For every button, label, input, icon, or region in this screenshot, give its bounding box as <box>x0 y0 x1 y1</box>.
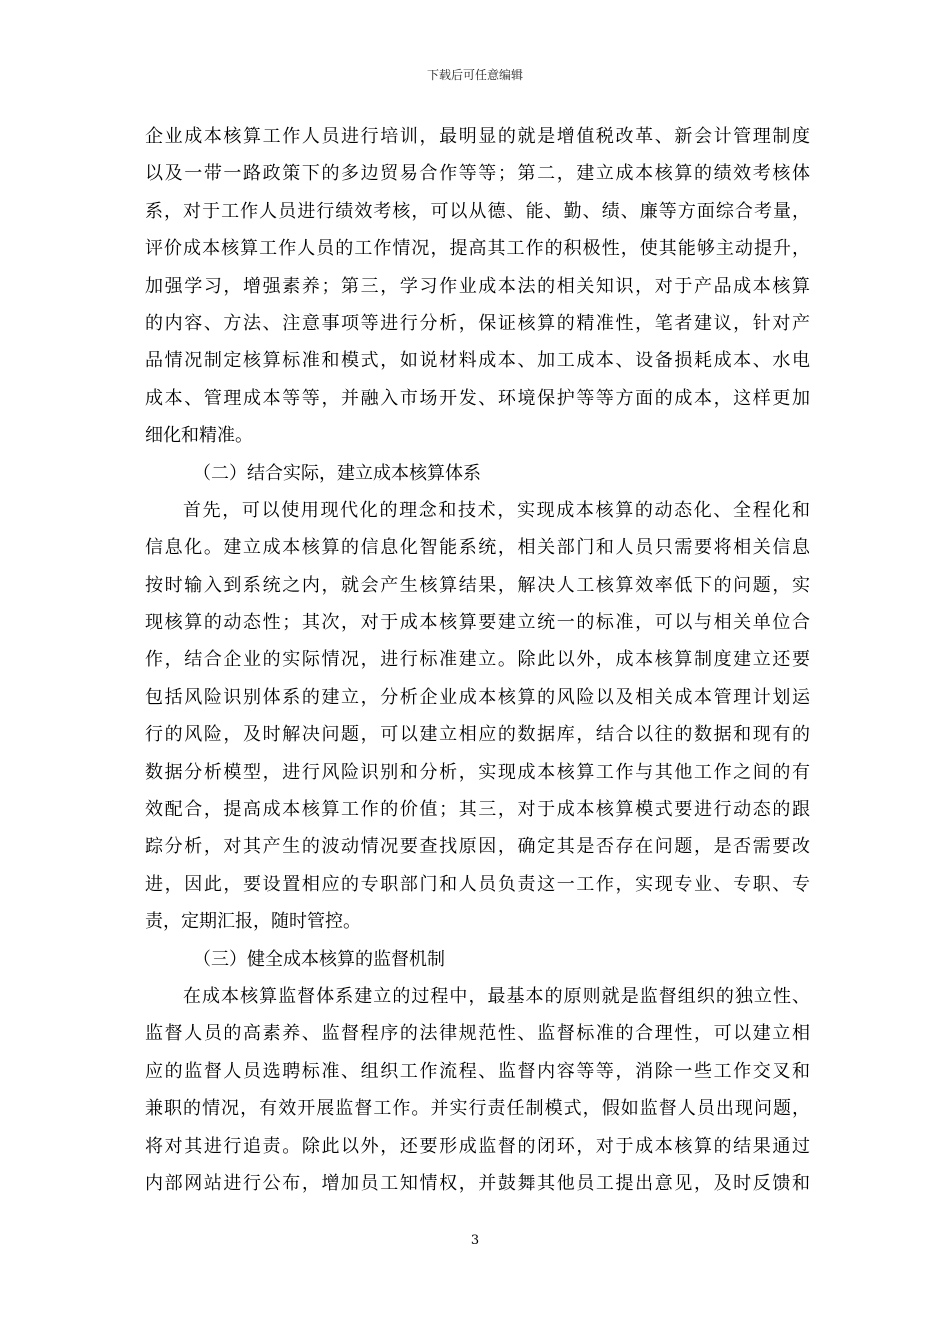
text-line: 踪分析，对其产生的波动情况要查找原因，确定其是否存在问题，是否需要改 <box>145 836 810 858</box>
text-line: 首先，可以使用现代化的理念和技术，实现成本核算的动态化、全程化和 <box>183 499 810 521</box>
text-line: 兼职的情况，有效开展监督工作。并实行责任制模式，假如监督人员出现问题， <box>145 1098 810 1120</box>
text-line: 责，定期汇报，随时管控。 <box>145 911 361 933</box>
text-line: 在成本核算监督体系建立的过程中，最基本的原则就是监督组织的独立性、 <box>183 985 810 1007</box>
section-heading: （三）健全成本核算的监督机制 <box>193 948 445 970</box>
text-line: 行的风险，及时解决问题，可以建立相应的数据库，结合以往的数据和现有的 <box>145 724 810 746</box>
text-line: 数据分析模型，进行风险识别和分析，实现成本核算工作与其他工作之间的有 <box>145 761 810 783</box>
section-heading: （二）结合实际，建立成本核算体系 <box>193 462 481 484</box>
text-line: 现核算的动态性；其次，对于成本核算要建立统一的标准，可以与相关单位合 <box>145 612 810 634</box>
text-line: 信息化。建立成本核算的信息化智能系统，相关部门和人员只需要将相关信息 <box>145 537 810 559</box>
page-number: 3 <box>470 1233 480 1248</box>
text-line: 应的监督人员选聘标准、组织工作流程、监督内容等等，消除一些工作交叉和 <box>145 1060 810 1082</box>
text-line: 按时输入到系统之内，就会产生核算结果，解决人工核算效率低下的问题，实 <box>145 574 810 596</box>
text-line: 成本、管理成本等等，并融入市场开发、环境保护等等方面的成本，这样更加 <box>145 387 810 409</box>
text-line: 加强学习，增强素养；第三，学习作业成本法的相关知识，对于产品成本核算 <box>145 275 810 297</box>
text-line: 监督人员的高素养、监督程序的法律规范性、监督标准的合理性，可以建立相 <box>145 1023 810 1045</box>
text-line: 评价成本核算工作人员的工作情况，提高其工作的积极性，使其能够主动提升， <box>145 238 810 260</box>
text-line: 进，因此，要设置相应的专职部门和人员负责这一工作，实现专业、专职、专 <box>145 873 810 895</box>
text-line: 企业成本核算工作人员进行培训，最明显的就是增值税改革、新会计管理制度 <box>145 126 810 147</box>
document-body <box>145 118 810 1202</box>
text-line: 品情况制定核算标准和模式，如说材料成本、加工成本、设备损耗成本、水电 <box>145 350 810 372</box>
page-header: 下载后可任意编辑 <box>426 68 523 82</box>
text-line: 作，结合企业的实际情况，进行标准建立。除此以外，成本核算制度建立还要 <box>145 649 810 671</box>
text-line: 的内容、方法、注意事项等进行分析，保证核算的精准性，笔者建议，针对产 <box>145 312 810 334</box>
text-line: 包括风险识别体系的建立，分析企业成本核算的风险以及相关成本管理计划运 <box>145 686 810 708</box>
text-line: 将对其进行追责。除此以外，还要形成监督的闭环，对于成本核算的结果通过 <box>145 1135 810 1157</box>
text-line: 系，对于工作人员进行绩效考核，可以从德、能、勤、绩、廉等方面综合考量， <box>145 200 810 222</box>
text-line: 细化和精准。 <box>145 425 253 447</box>
text-line: 效配合，提高成本核算工作的价值；其三，对于成本核算模式要进行动态的跟 <box>145 799 810 821</box>
text-line: 内部网站进行公布，增加员工知情权，并鼓舞其他员工提出意见，及时反馈和 <box>145 1172 810 1194</box>
text-line: 以及一带一路政策下的多边贸易合作等等；第二，建立成本核算的绩效考核体 <box>145 163 810 185</box>
